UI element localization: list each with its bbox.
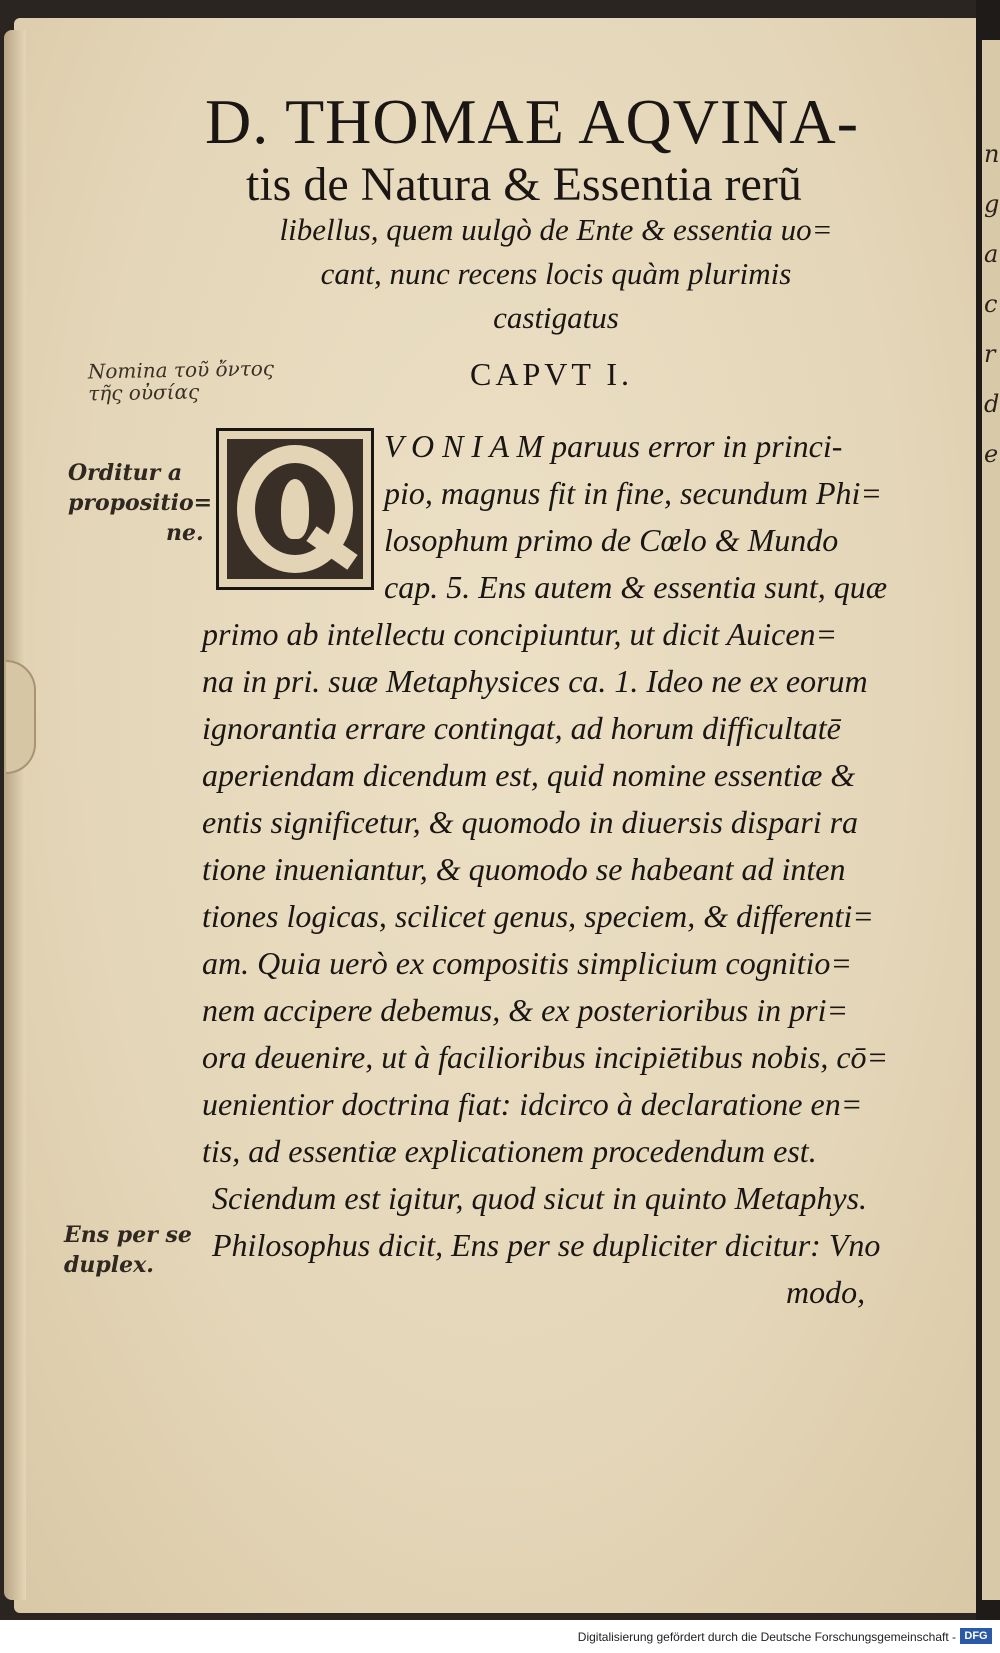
- page-stack-edge: [4, 30, 26, 1600]
- title-line-1: D. THOMAE AQVINA-: [205, 86, 859, 157]
- body-text-line: tione inueniantur, & quomodo se habeant ad inten: [202, 851, 846, 887]
- body-text-line: losophum primo de Cœlo & Mundo: [384, 522, 839, 558]
- margin-note-line: Orditur a: [68, 460, 183, 486]
- body-text-line: aperiendam dicendum est, quid nomine essentiæ &: [202, 757, 856, 793]
- margin-note-line: propositio=: [68, 490, 213, 516]
- body-text-line: uenientior doctrina fiat: idcirco à declaratione en=: [202, 1086, 863, 1122]
- margin-note-line: Ens per se: [64, 1222, 192, 1248]
- margin-note-ens: [64, 1220, 192, 1280]
- initial-ornament: [281, 479, 309, 539]
- handwritten-line: τῆς οὐσίας: [88, 379, 200, 406]
- body-text-line: entis significetur, & quomodo in diuersis dispari ra: [202, 804, 859, 840]
- body-text-line: Sciendum est igitur, quod sicut in quinto Metaphys.: [212, 1180, 868, 1216]
- body-text-line: ignorantia errare contingat, ad horum difficultatē: [202, 710, 841, 746]
- catchword: modo,: [786, 1274, 866, 1310]
- body-text-line: nem accipere debemus, & ex posterioribus in pri=: [202, 992, 849, 1028]
- body-text-line: V O N I A M paruus error in princi-: [384, 428, 843, 464]
- margin-note-line: ne.: [166, 520, 204, 546]
- subtitle-line: libellus, quem uulgò de Ente & essentia uo=: [279, 212, 833, 247]
- decorated-initial-q: [216, 428, 374, 590]
- margin-note-orditur: [68, 458, 212, 548]
- facing-page-letter: d: [984, 390, 1000, 418]
- facing-page-letter: r: [984, 340, 996, 368]
- facing-page-letter: e: [984, 440, 999, 468]
- body-text-line: tiones logicas, scilicet genus, speciem, & differenti=: [202, 898, 874, 934]
- chapter-heading: CAPVT I.: [470, 356, 633, 392]
- footer-bar: [0, 1620, 1000, 1653]
- facing-page-letter: g: [984, 190, 1000, 218]
- body-text-line: cap. 5. Ens autem & essentia sunt, quæ: [384, 569, 888, 605]
- body-text-line: Philosophus dicit, Ens per se dupliciter dicitur: Vno: [212, 1227, 881, 1263]
- dfg-logo: DFG: [960, 1628, 992, 1644]
- page-clip: [6, 660, 36, 774]
- title-line-2: tis de Natura & Essentia rerũ: [246, 158, 802, 211]
- facing-page-letter: n: [984, 140, 1000, 168]
- subtitle-line: cant, nunc recens locis quàm plurimis: [320, 256, 792, 291]
- margin-note-line: duplex.: [64, 1252, 154, 1278]
- body-text-line: ora deuenire, ut à facilioribus incipiētibus nobis, cō=: [202, 1039, 889, 1075]
- facing-page-letter: a: [984, 240, 999, 268]
- body-text-line: na in pri. suæ Metaphysices ca. 1. Ideo ne ex eorum: [202, 663, 868, 699]
- subtitle-line: castigatus: [493, 300, 619, 335]
- handwritten-annotation: [88, 356, 369, 405]
- initial-background: [227, 439, 363, 579]
- body-text-line: tis, ad essentiæ explicationem procedendum est.: [202, 1133, 817, 1169]
- facing-page-edge: [982, 40, 1000, 1600]
- body-text-line: pio, magnus fit in fine, secundum Phi=: [384, 475, 882, 511]
- handwritten-line: Nomina τοῦ ὄντος: [87, 356, 275, 384]
- body-text-line: primo ab intellectu concipiuntur, ut dicit Auicen=: [202, 616, 838, 652]
- body-text-line: am. Quia uerò ex compositis simplicium cognitio=: [202, 945, 852, 981]
- facing-page-letter: c: [984, 290, 998, 318]
- footer-credit: Digitalisierung gefördert durch die Deutsche Forschungsgemeinschaft -: [577, 1630, 956, 1644]
